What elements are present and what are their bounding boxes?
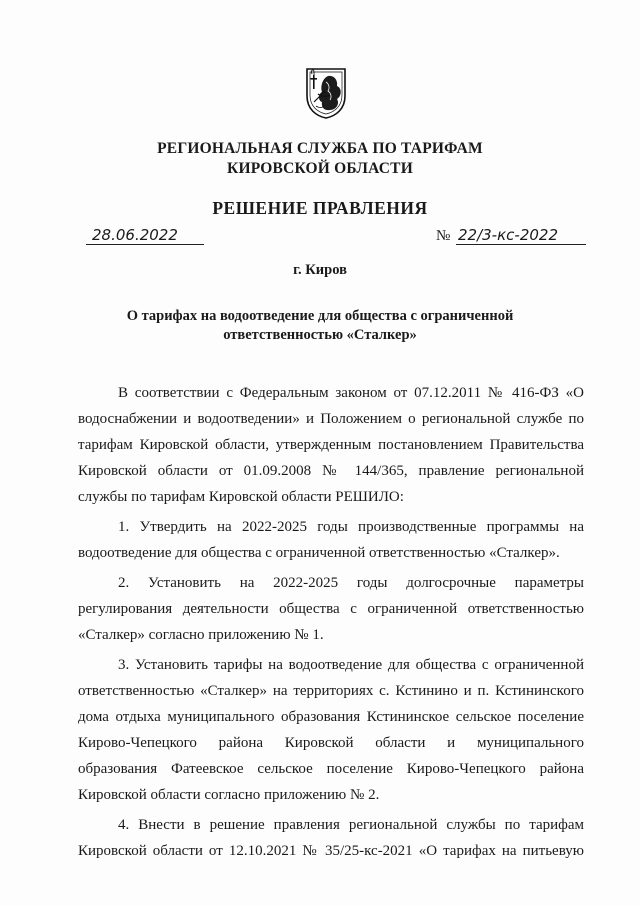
paragraph <box>78 812 584 864</box>
paragraph-line: дома отдыха муниципального образования Кстининское сельское поселение <box>78 709 584 725</box>
document-body <box>78 380 584 864</box>
paragraph-line: образования Фатеевское сельское поселение Кирово-Чепецкого района <box>78 761 584 777</box>
paragraph <box>78 514 584 566</box>
organization-name-line2: КИРОВСКОЙ ОБЛАСТИ <box>227 160 413 177</box>
document-title-line2: ответственностью «Сталкер» <box>223 327 417 343</box>
paragraph-line: В соответствии с Федеральным законом от 07.12.2011 № 416-ФЗ «О <box>118 385 584 401</box>
decision-number: 22/3-кс-2022 <box>456 226 586 245</box>
paragraph-line: регулирования деятельности общества с ограниченной ответственностью <box>78 601 584 617</box>
city: г. Киров <box>293 262 347 278</box>
paragraph-line: Кирово-Чепецкого района Кировской области и муниципального <box>78 735 584 751</box>
paragraph-line: службы по тарифам Кировской области РЕШИЛО: <box>78 489 404 505</box>
paragraph-line: Кировской области согласно приложению № 2. <box>78 787 380 803</box>
organization-name-line1: РЕГИОНАЛЬНАЯ СЛУЖБА ПО ТАРИФАМ <box>157 140 483 157</box>
paragraph-line: 4. Внести в решение правления региональной службы по тарифам <box>118 817 584 833</box>
paragraph <box>78 570 584 648</box>
paragraph <box>78 380 584 510</box>
paragraph-line: ответственностью «Сталкер» на территориях с. Кстинино и п. Кстининского <box>78 683 584 699</box>
document-title <box>110 307 530 345</box>
number-label: № <box>436 228 451 244</box>
paragraph-line: 3. Установить тарифы на водоотведение для общества с ограниченной <box>118 657 584 673</box>
paragraph-line: Кировской области от 01.09.2008 № 144/365, правление региональной <box>78 463 584 479</box>
paragraph-line: тарифам Кировской области, утвержденным постановлением Правительства <box>78 437 584 453</box>
decision-title: РЕШЕНИЕ ПРАВЛЕНИЯ <box>212 198 428 218</box>
paragraph-line: 2. Установить на 2022-2025 годы долгосрочные параметры <box>118 575 584 591</box>
paragraph-line: водоотведение для общества с ограниченной ответственностью «Сталкер». <box>78 545 560 561</box>
paragraph-line: водоснабжении и водоотведении» и Положением о региональной службе по <box>78 411 584 427</box>
decision-date: 28.06.2022 <box>86 226 204 245</box>
paragraph <box>78 652 584 808</box>
kirov-coat-of-arms-icon <box>304 66 348 120</box>
paragraph-line: «Сталкер» согласно приложению № 1. <box>78 627 324 643</box>
paragraph-line: 1. Утвердить на 2022-2025 годы производственные программы на <box>118 519 584 535</box>
paragraph-line: Кировской области от 12.10.2021 № 35/25-кс-2021 «О тарифах на питьевую <box>78 843 584 859</box>
document-title-line1: О тарифах на водоотведение для общества с ограниченной <box>126 308 514 324</box>
